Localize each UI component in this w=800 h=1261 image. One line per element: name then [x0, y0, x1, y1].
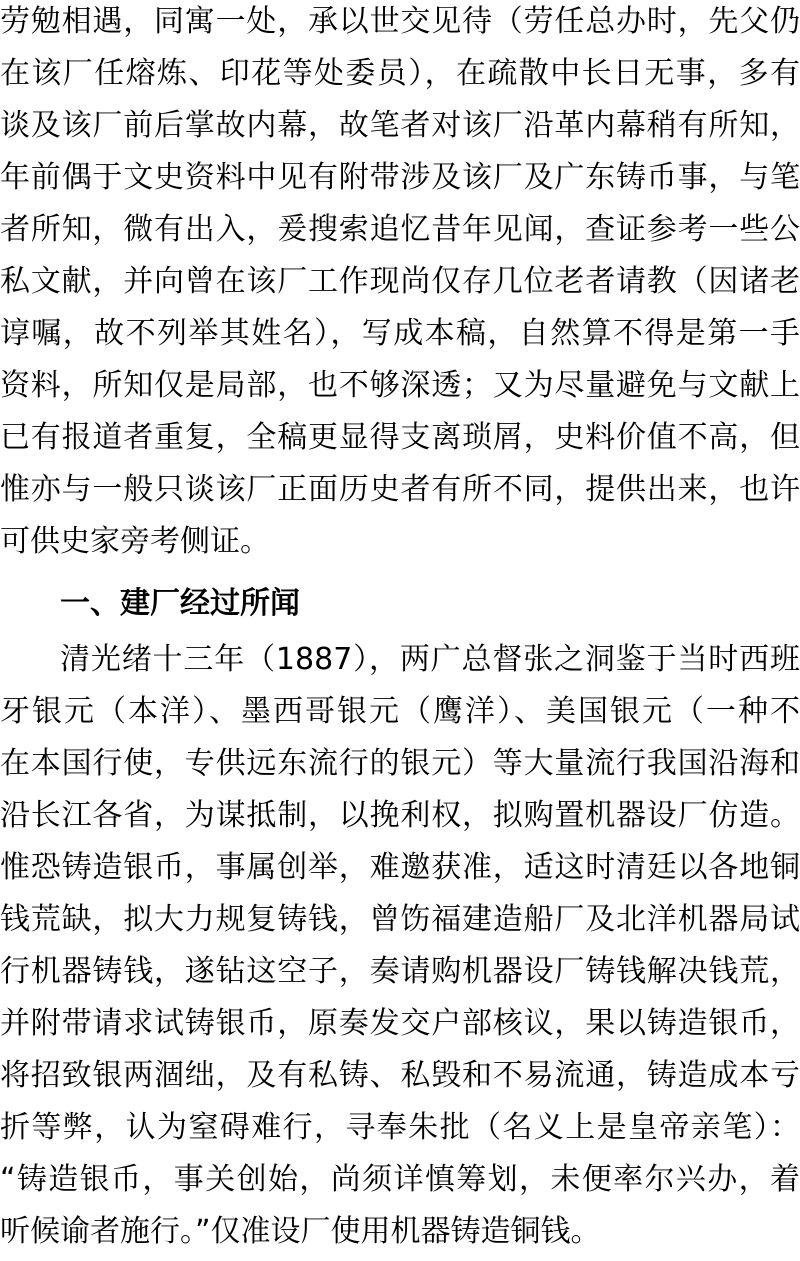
- body-text-line: 资料，所知仅是局部，也不够深透；又为尽量避免与文献上: [0, 368, 800, 403]
- body-text-line: 折等弊，认为窒碍难行，寻奉朱批（名义上是皇帝亲笔）：: [0, 1110, 800, 1145]
- body-text-line: 年前偶于文史资料中见有附带涉及该厂及广东铸币事，与笔: [0, 160, 800, 195]
- body-text-line: 听候谕者施行。”仅准设厂使用机器铸造铜钱。: [0, 1214, 601, 1249]
- body-text-line: 已有报道者重复，全稿更显得支离琐屑，史料价值不高，但: [0, 420, 800, 455]
- body-text-line: 在本国行使，专供远东流行的银元）等大量流行我国沿海和: [0, 746, 800, 781]
- body-text-line: 私文献，并向曾在该厂工作现尚仅存几位老者请教（因诸老: [0, 264, 800, 299]
- body-text-line: 谆嘱，故不列举其姓名），写成本稿，自然算不得是第一手: [0, 316, 800, 351]
- body-text-line: 沿长江各省，为谋抵制，以挽利权，拟购置机器设厂仿造。: [0, 798, 800, 833]
- body-text-line: 将招致银两涸绌，及有私铸、私毁和不易流通，铸造成本亏: [0, 1058, 800, 1093]
- body-text-line: 在该厂任熔炼、印花等处委员），在疏散中长日无事，多有: [0, 56, 800, 91]
- body-text-line: 劳勉相遇，同寓一处，承以世交见待（劳任总办时，先父仍: [0, 4, 800, 39]
- body-text-line: 谈及该厂前后掌故内幕，故笔者对该厂沿革内幕稍有所知，: [0, 108, 800, 143]
- body-text-line: 惟恐铸造银币，事属创举，难邀获准，适这时清廷以各地铜: [0, 850, 800, 885]
- body-text-line: “铸造银币，事关创始，尚须详慎筹划，未便率尔兴办，着: [0, 1162, 800, 1197]
- body-text-line: 者所知，微有出入，爰搜索追忆昔年见闻，查证参考一些公: [0, 212, 800, 247]
- body-text-line: 牙银元（本洋）、墨西哥银元（鹰洋）、美国银元（一种不: [0, 694, 800, 729]
- body-text-line: 钱荒缺，拟大力规复铸钱，曾饬福建造船厂及北洋机器局试: [0, 902, 800, 937]
- body-text-line: 可供史家旁考侧证。: [0, 524, 270, 559]
- section-heading: 一、建厂经过所闻: [60, 586, 300, 621]
- body-text-line: 并附带请求试铸银币，原奏发交户部核议，果以铸造银币，: [0, 1006, 800, 1041]
- body-text-line: 行机器铸钱，遂钻这空子，奏请购机器设厂铸钱解决钱荒，: [0, 954, 800, 989]
- body-text-line: 惟亦与一般只谈该厂正面历史者有所不同，提供出来，也许: [0, 472, 800, 507]
- body-text-line: 清光绪十三年（1887），两广总督张之洞鉴于当时西班: [60, 642, 800, 677]
